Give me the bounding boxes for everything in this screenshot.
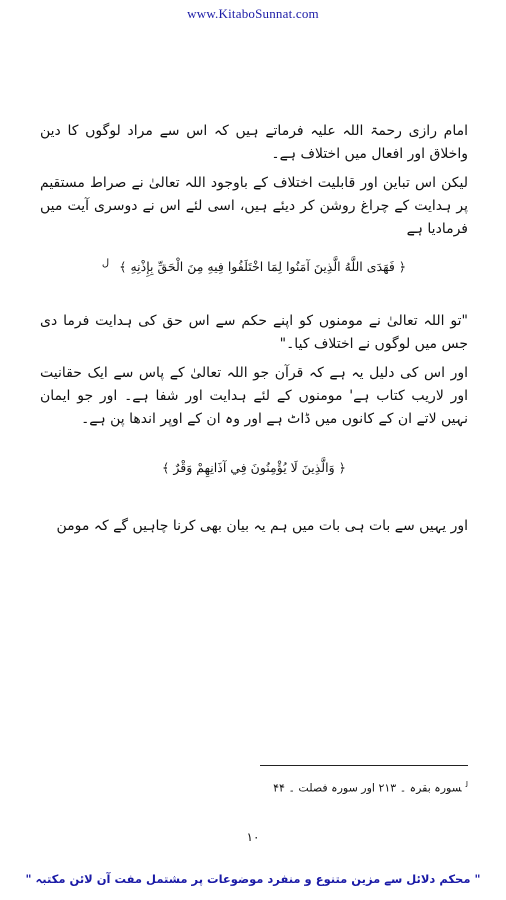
site-url-header[interactable]: www.KitaboSunnat.com [187, 6, 319, 21]
paragraph-closing: اور یہیں سے بات ہی بات میں ہم یہ بیان بھی کرنا چاہیں گے کہ مومن [56, 518, 468, 535]
footnote-divider [260, 765, 468, 766]
paragraph-however: لیکن اس تباین اور قابلیت اختلاف کے باوجود اللہ تعالیٰ نے صراط مستقیم پر ہدایت کے چراغ روشن کر دیئے ہیں، اسی لئے اس نے دوسری آیت میں فرمادیا ہے [40, 175, 468, 237]
paragraph-translation: "تو اللہ تعالیٰ نے مومنوں کو اپنے حکم سے اس حق کی ہدایت فرما دی جس میں لوگوں نے اختلاف کیا۔" [40, 313, 468, 353]
page-number: ۱۰ [246, 830, 260, 844]
quran-verse-1 [40, 253, 468, 278]
quran-verse-1-text: ﴿ فَهَدَى اللَّهُ الَّذِينَ آمَنُوا لِمَا اخْتَلَفُوا فِيهِ مِنَ الْحَقِّ بِإِذْنِهِ ﴾ [119, 259, 407, 275]
footnote-ref-mark: ل [101, 258, 110, 269]
footnote-mark: ل [465, 780, 468, 789]
paragraph-evidence: اور اس کی دلیل یہ ہے کہ قرآن جو اللہ تعالیٰ کے پاس سے ایک حقانیت اور لاریب کتاب ہے' مومنوں کے لئے ہدایت اور شفا ہے۔ اور جو ایمان نہیں لاتے ان کے کانوں میں ڈاٹ ہے اور وہ ان کے اوپر اندھا پن ہے۔ [40, 365, 468, 428]
page-body [40, 120, 468, 538]
footnote [200, 780, 468, 795]
quran-verse-2: ﴿ وَالَّذِينَ لَا يُؤْمِنُونَ فِي آذَانِهِمْ وَقْرٌ ﴾ [162, 460, 346, 476]
paragraph-razi: امام رازی رحمۃ اللہ علیہ فرماتے ہیں کہ اس سے مراد لوگوں کا دین واخلاق اور افعال میں اختلاف ہے۔ [40, 123, 468, 162]
footer-banner: " محکم دلائل سے مزین متنوع و منفرد موضوعات پر مشتمل مفت آن لائن مکتبہ " [25, 872, 481, 886]
footnote-text: سورہ بقرہ ۔ ۲۱۳ اور سورہ فصلت ۔ ۴۴ [273, 781, 462, 795]
